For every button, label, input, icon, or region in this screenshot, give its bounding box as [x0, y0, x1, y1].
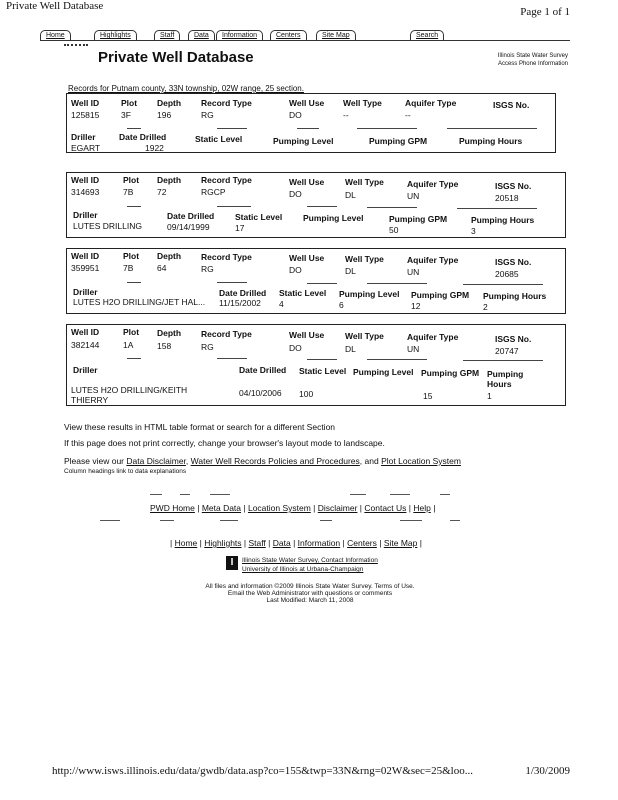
col-pumping-level[interactable]: Pumping Level: [273, 136, 334, 146]
records-for-text: Records for Putnam county, 33N township, 02W range, 25 section.: [68, 84, 304, 93]
divider: [367, 283, 427, 284]
print-url: http://www.isws.illinois.edu/data/gwdb/data.asp?co=155&twp=33N&rng=02W&sec=25&loo...: [52, 765, 473, 777]
static-level-value: 100: [299, 389, 314, 399]
footer-link-home[interactable]: Home: [174, 538, 198, 548]
divider: [367, 359, 427, 360]
driller-value: EGART: [71, 143, 101, 153]
col-well-type[interactable]: Well Type: [345, 177, 384, 187]
isgs-no-value: 20685: [495, 269, 519, 279]
footer-link-contact-us[interactable]: Contact Us: [364, 503, 407, 513]
pumping-hours-value: 1: [487, 391, 492, 401]
plot-location-link[interactable]: Plot Location System: [381, 456, 461, 466]
col-date-drilled[interactable]: Date Drilled: [119, 132, 167, 142]
depth-value: 158: [157, 341, 172, 351]
well-type-value: DL: [345, 266, 356, 276]
date-drilled-value: 1922: [145, 143, 164, 153]
footer-link-location-system[interactable]: Location System: [247, 503, 311, 513]
col-well-use[interactable]: Well Use: [289, 177, 325, 187]
pumping-level-value: 6: [339, 300, 344, 310]
col-aquifer-type[interactable]: Aquifer Type: [405, 98, 457, 108]
col-pumping-gpm[interactable]: Pumping GPM: [389, 214, 448, 224]
aquifer-type-value: --: [405, 110, 411, 120]
well-id-value: 125815: [71, 110, 100, 120]
divider: [307, 283, 337, 284]
divider: [307, 206, 337, 207]
footer-link-information[interactable]: Information: [297, 538, 341, 548]
footer-links-site: | Home | Highlights | Staff | Data | Information | Centers | Site Map |: [170, 538, 422, 548]
footer-link-meta-data[interactable]: Meta Data: [201, 503, 242, 513]
pumping-hours-value: 3: [471, 226, 476, 236]
col-aquifer-type[interactable]: Aquifer Type: [407, 255, 459, 265]
pumping-hours-value: 2: [483, 302, 488, 312]
footer-link-data[interactable]: Data: [272, 538, 291, 548]
divider: [463, 360, 543, 361]
nav-tab-data[interactable]: Data: [188, 30, 215, 41]
nav-tab-home[interactable]: Home: [40, 30, 71, 41]
col-well-use[interactable]: Well Use: [289, 253, 325, 263]
static-level-value: 4: [279, 299, 284, 309]
print-hint-text: If this page does not print correctly, change your browser's layout mode to landscape.: [64, 438, 385, 448]
col-pumping-hours-line1[interactable]: Pumping: [487, 369, 524, 379]
divider: [127, 358, 141, 359]
col-well-type[interactable]: Well Type: [345, 331, 384, 341]
last-modified-text: Last Modified: March 11, 2008: [266, 597, 354, 604]
col-driller[interactable]: Driller: [73, 210, 98, 220]
well-use-value: DO: [289, 343, 302, 353]
header-org: Illinois State Water Survey: [497, 53, 568, 59]
well-id-value: 382144: [71, 340, 100, 350]
well-record: [66, 93, 556, 153]
isgs-no-value: 20747: [495, 346, 519, 356]
static-level-value: 17: [235, 223, 245, 233]
divider: [447, 128, 537, 129]
col-isgs-no[interactable]: ISGS No.: [493, 100, 530, 110]
nav-tab-site-map[interactable]: Site Map: [316, 30, 356, 41]
aquifer-type-value: UN: [407, 267, 420, 277]
nav-tab-highlights[interactable]: Highlights: [94, 30, 137, 41]
well-type-value: DL: [345, 344, 356, 354]
col-well-use[interactable]: Well Use: [289, 98, 325, 108]
col-driller[interactable]: Driller: [73, 365, 98, 375]
col-aquifer-type[interactable]: Aquifer Type: [407, 332, 459, 342]
footer-link-highlights[interactable]: Highlights: [204, 538, 242, 548]
col-depth[interactable]: Depth: [157, 175, 182, 185]
footer-link-staff[interactable]: Staff: [248, 538, 266, 548]
plot-value: 3F: [121, 110, 131, 120]
col-date-drilled[interactable]: Date Drilled: [239, 365, 287, 375]
isws-contact-link[interactable]: Illinois State Water Survey, Contact Information: [242, 557, 378, 564]
aquifer-type-value: UN: [407, 344, 420, 354]
plot-value: 1A: [123, 340, 134, 350]
divider: [367, 207, 417, 208]
col-depth[interactable]: Depth: [157, 328, 182, 338]
col-record-type[interactable]: Record Type: [201, 175, 252, 185]
divider: [217, 358, 247, 359]
well-use-value: DO: [289, 189, 302, 199]
record-type-value: RG: [201, 110, 214, 120]
col-well-type[interactable]: Well Type: [345, 254, 384, 264]
divider: [457, 208, 537, 209]
col-plot[interactable]: Plot: [121, 98, 138, 108]
date-drilled-value: 11/15/2002: [219, 298, 261, 308]
divider: [463, 284, 543, 285]
document-title: Private Well Database: [6, 0, 104, 12]
header-info: [498, 52, 568, 68]
data-disclaimer-link[interactable]: Data Disclaimer: [126, 456, 186, 466]
col-static-level[interactable]: Static Level: [279, 288, 327, 298]
divider: [217, 206, 251, 207]
divider: [217, 282, 247, 283]
col-well-type[interactable]: Well Type: [343, 98, 382, 108]
divider: [307, 359, 337, 360]
pumping-gpm-value: 15: [423, 391, 433, 401]
col-pumping-gpm[interactable]: Pumping GPM: [369, 136, 428, 146]
col-pumping-level[interactable]: Pumping Level: [303, 213, 364, 223]
col-static-level[interactable]: Static Level: [235, 212, 283, 222]
col-plot[interactable]: Plot: [123, 175, 140, 185]
col-aquifer-type[interactable]: Aquifer Type: [407, 179, 459, 189]
copyright-text: All files and information ©2009 Illinois State Water Survey. Terms of Use.: [205, 583, 415, 590]
col-isgs-no[interactable]: ISGS No.: [495, 334, 532, 344]
col-static-level[interactable]: Static Level: [195, 134, 243, 144]
col-pumping-gpm[interactable]: Pumping GPM: [421, 368, 480, 378]
divider: [127, 206, 141, 207]
col-well-id[interactable]: Well ID: [71, 175, 100, 185]
footer-link-help[interactable]: Help: [413, 503, 431, 513]
col-driller[interactable]: Driller: [73, 287, 98, 297]
col-well-id[interactable]: Well ID: [71, 327, 100, 337]
pumping-gpm-value: 50: [389, 225, 399, 235]
well-record: [66, 248, 566, 314]
pumping-gpm-value: 12: [411, 301, 421, 311]
well-id-value: 359951: [71, 263, 100, 273]
isws-logo: [64, 44, 88, 58]
record-type-value: RG: [201, 264, 214, 274]
page-title: Private Well Database: [98, 49, 254, 66]
divider: [217, 128, 247, 129]
col-pumping-gpm[interactable]: Pumping GPM: [411, 290, 470, 300]
uiuc-link[interactable]: University of Illinois at Urbana-Champaign: [242, 566, 364, 573]
footer-info: [170, 583, 450, 604]
separator: [150, 494, 450, 495]
page-number: Page 1 of 1: [520, 6, 570, 18]
divider: [297, 128, 319, 129]
col-pumping-hours-line2[interactable]: Hours: [487, 379, 512, 389]
driller-value: LUTES H2O DRILLING/KEITH: [71, 385, 188, 395]
date-drilled-value: 04/10/2006: [239, 388, 282, 398]
header-access: Access Phone Information: [497, 61, 568, 67]
nav-tab-information[interactable]: Information: [216, 30, 263, 41]
email-admin-text[interactable]: Email the Web Administrator with questions or comments: [227, 590, 393, 597]
col-pumping-hours[interactable]: Pumping Hours: [483, 291, 547, 301]
water-well-policies-link[interactable]: Water Well Records Policies and Procedures: [190, 456, 360, 466]
please-view-prefix: Please view our: [64, 456, 125, 466]
driller-value: LUTES H2O DRILLING/JET HAL...: [73, 297, 206, 307]
col-record-type[interactable]: Record Type: [201, 98, 252, 108]
footer-link-disclaimer[interactable]: Disclaimer: [317, 503, 358, 513]
well-record: [66, 324, 566, 406]
col-isgs-no[interactable]: ISGS No.: [495, 257, 532, 267]
col-record-type[interactable]: Record Type: [201, 329, 252, 339]
footer-links-primary: PWD Home | Meta Data | Location System | Disclaimer | Contact Us | Help |: [150, 503, 436, 513]
footer-link-site-map[interactable]: Site Map: [383, 538, 418, 548]
col-pumping-level[interactable]: Pumping Level: [339, 289, 400, 299]
illinois-logo-icon: I: [226, 556, 238, 570]
driller-value: LUTES DRILLING: [73, 221, 142, 231]
depth-value: 196: [157, 110, 172, 120]
column-headings-note: Column headings link to data explanations: [64, 468, 187, 475]
record-type-value: RGCP: [201, 187, 226, 197]
col-well-id[interactable]: Well ID: [71, 251, 100, 261]
nav-tab-centers[interactable]: Centers: [270, 30, 307, 41]
isws-contact: [242, 556, 378, 574]
view-results-text[interactable]: View these results in HTML table format or search for a different Section: [64, 422, 336, 432]
col-date-drilled[interactable]: Date Drilled: [219, 288, 267, 298]
col-record-type[interactable]: Record Type: [201, 252, 252, 262]
isgs-no-value: 20518: [495, 193, 519, 203]
col-pumping-level[interactable]: Pumping Level: [353, 367, 414, 377]
divider: [357, 128, 417, 129]
depth-value: 72: [157, 187, 167, 197]
plot-value: 7B: [123, 263, 134, 273]
col-well-id[interactable]: Well ID: [71, 98, 100, 108]
col-plot[interactable]: Plot: [123, 251, 140, 261]
divider: [127, 128, 141, 129]
col-plot[interactable]: Plot: [123, 327, 140, 337]
footer-link-pwd-home[interactable]: PWD Home: [150, 503, 195, 513]
col-static-level[interactable]: Static Level: [299, 366, 347, 376]
col-pumping-hours[interactable]: Pumping Hours: [459, 136, 523, 146]
well-use-value: DO: [289, 110, 302, 120]
aquifer-type-value: UN: [407, 191, 420, 201]
col-driller[interactable]: Driller: [71, 132, 96, 142]
driller-value-cont: THIERRY: [71, 395, 109, 405]
col-depth[interactable]: Depth: [157, 98, 182, 108]
col-depth[interactable]: Depth: [157, 251, 182, 261]
separator: [100, 520, 460, 521]
footer-link-centers[interactable]: Centers: [347, 538, 377, 548]
col-well-use[interactable]: Well Use: [289, 330, 325, 340]
nav-tab-search[interactable]: Search: [410, 30, 444, 41]
well-type-value: --: [343, 110, 349, 120]
well-record: [66, 172, 566, 238]
plot-value: 7B: [123, 187, 134, 197]
col-isgs-no[interactable]: ISGS No.: [495, 181, 532, 191]
divider: [127, 282, 141, 283]
depth-value: 64: [157, 263, 167, 273]
col-pumping-hours[interactable]: Pumping Hours: [471, 215, 535, 225]
well-use-value: DO: [289, 265, 302, 275]
nav-tab-staff[interactable]: Staff: [154, 30, 180, 41]
and-text: and: [364, 456, 379, 466]
top-nav: [40, 30, 570, 42]
col-date-drilled[interactable]: Date Drilled: [167, 211, 215, 221]
date-drilled-value: 09/14/1999: [167, 222, 210, 232]
well-type-value: DL: [345, 190, 356, 200]
record-type-value: RG: [201, 342, 214, 352]
print-date: 1/30/2009: [525, 765, 570, 777]
please-view-line: Please view our Data Disclaimer, Water Well Records Policies and Procedures, and Plot Location System: [64, 456, 461, 466]
well-id-value: 314693: [71, 187, 100, 197]
